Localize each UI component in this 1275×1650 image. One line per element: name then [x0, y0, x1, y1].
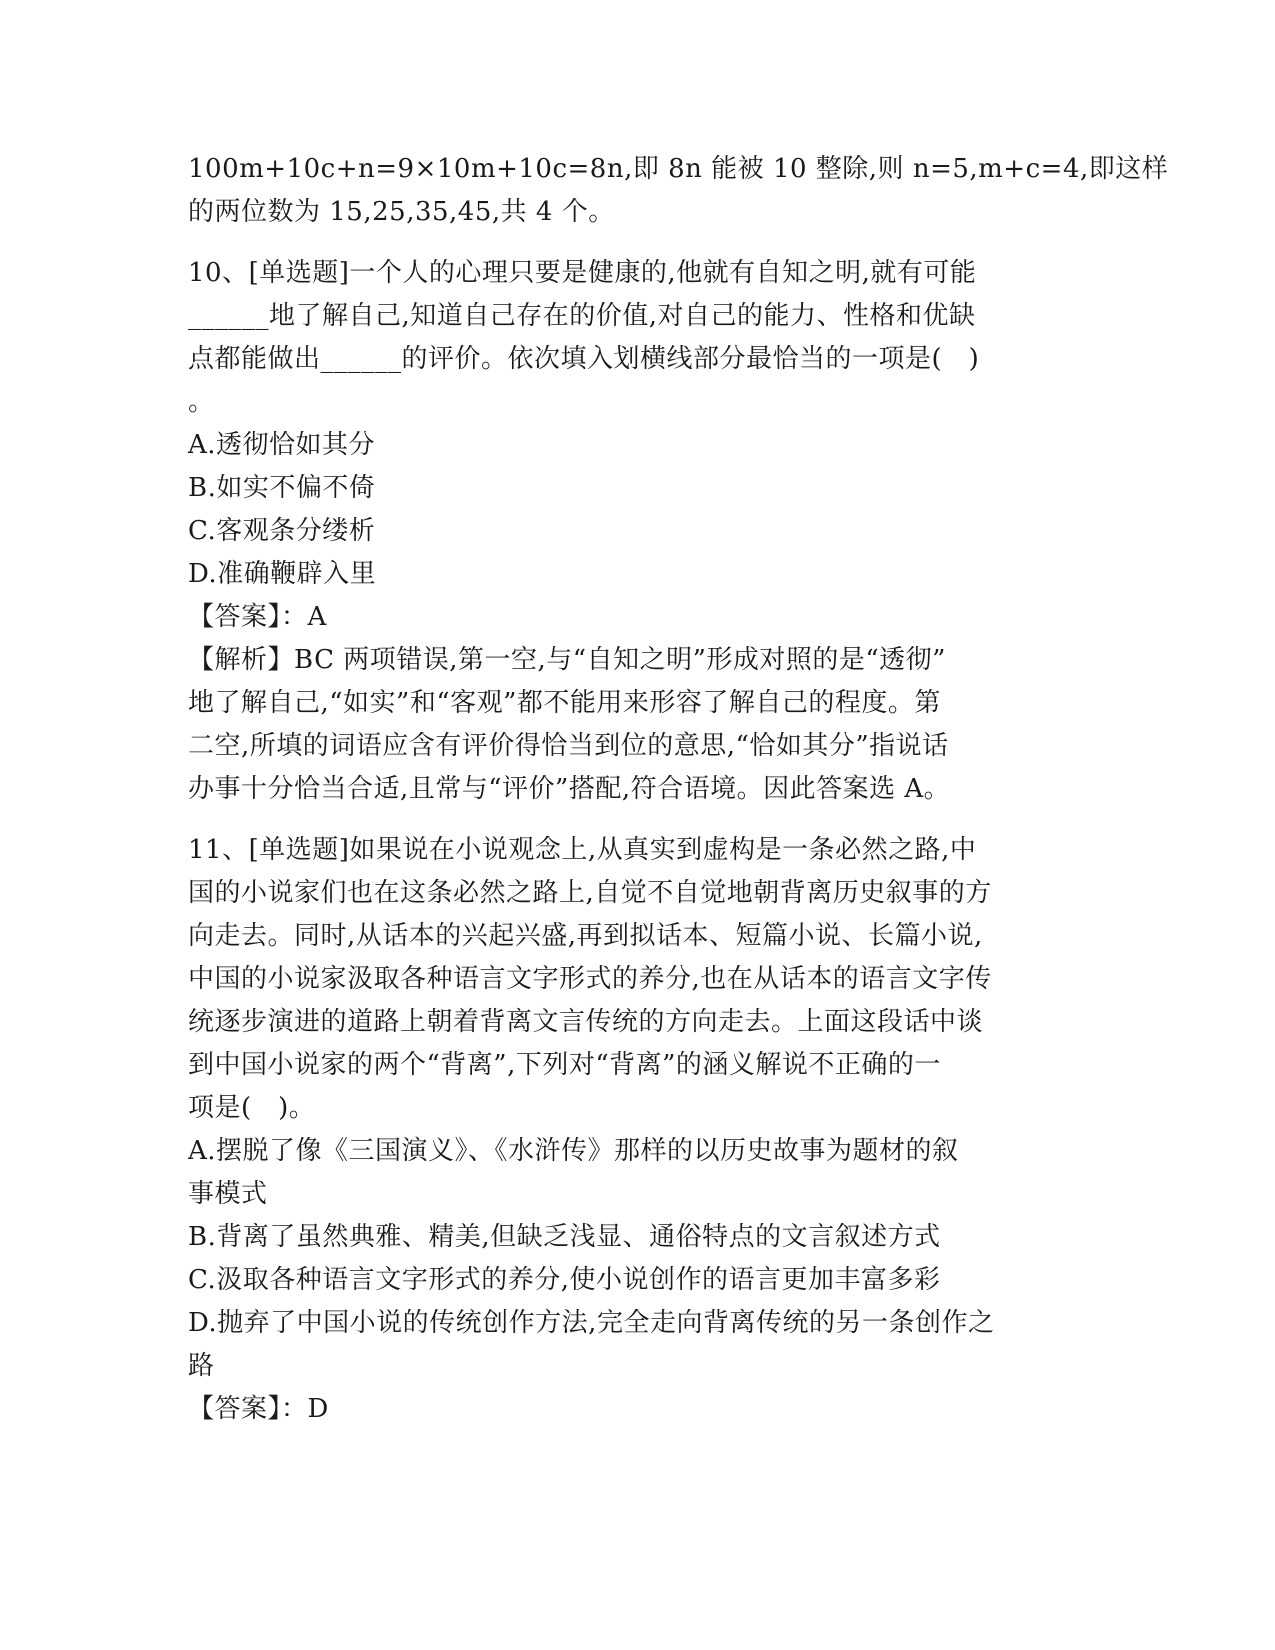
question-10-analysis: 二空,所填的词语应含有评价得恰当到位的意思,“恰如其分”指说话 [188, 731, 949, 761]
question-10-stem: 点都能做出______的评价。依次填入划横线部分最恰当的一项是( ) [188, 344, 980, 374]
spacer [188, 234, 1088, 252]
explanation-text-line: 的两位数为 15,25,35,45,共 4 个。 [188, 197, 615, 227]
question-10-option-a: A.透彻恰如其分 [188, 430, 376, 460]
question-11-stem: 国的小说家们也在这条必然之路上,自觉不自觉地朝背离历史叙事的方 [188, 878, 992, 908]
spacer [188, 811, 1088, 829]
question-10-option-b: B.如实不偏不倚 [188, 473, 376, 503]
question-10-stem: 。 [188, 387, 215, 417]
question-11-stem: 11、[单选题]如果说在小说观念上,从真实到虚构是一条必然之路,中 [188, 835, 977, 865]
question-10-analysis: 办事十分恰当合适,且常与“评价”搭配,符合语境。因此答案选 A。 [188, 774, 951, 804]
question-11-option-c: C.汲取各种语言文字形式的养分,使小说创作的语言更加丰富多彩 [188, 1265, 941, 1295]
question-10-stem: ______地了解自己,知道自己存在的价值,对自己的能力、性格和优缺 [188, 301, 976, 331]
document-page [188, 148, 1169, 1431]
question-11-option-a: 事模式 [188, 1179, 268, 1209]
question-11-stem: 到中国小说家的两个“背离”,下列对“背离”的涵义解说不正确的一 [188, 1050, 941, 1080]
question-10-option-d: D.准确鞭辟入里 [188, 559, 377, 589]
question-11-option-d: 路 [188, 1351, 215, 1381]
explanation-text-line: 100m+10c+n=9×10m+10c=8n,即 8n 能被 10 整除,则 n=5,m+c=4,即这样 [188, 154, 1169, 184]
question-11-answer: 【答案】：D [188, 1394, 329, 1424]
question-11-option-d: D.抛弃了中国小说的传统创作方法,完全走向背离传统的另一条创作之 [188, 1308, 995, 1338]
question-11-stem: 中国的小说家汲取各种语言文字形式的养分,也在从话本的语言文字传 [188, 964, 992, 994]
question-11-stem: 统逐步演进的道路上朝着背离文言传统的方向走去。上面这段话中谈 [188, 1007, 984, 1037]
question-10-analysis: 地了解自己,“如实”和“客观”都不能用来形容了解自己的程度。第 [188, 688, 941, 718]
question-11-option-b: B.背离了虽然典雅、精美,但缺乏浅显、通俗特点的文言叙述方式 [188, 1222, 941, 1252]
question-10-stem: 10、[单选题]一个人的心理只要是健康的,他就有自知之明,就有可能 [188, 258, 977, 288]
question-11-stem: 向走去。同时,从话本的兴起兴盛,再到拟话本、短篇小说、长篇小说, [188, 921, 983, 951]
question-10-answer: 【答案】：A [188, 602, 327, 632]
question-10-analysis: 【解析】BC 两项错误,第一空,与“自知之明”形成对照的是“透彻” [188, 645, 946, 675]
question-11-stem: 项是( )。 [188, 1093, 316, 1123]
question-11-option-a: A.摆脱了像《三国演义》、《水浒传》那样的以历史故事为题材的叙 [188, 1136, 959, 1166]
question-10-option-c: C.客观条分缕析 [188, 516, 376, 546]
